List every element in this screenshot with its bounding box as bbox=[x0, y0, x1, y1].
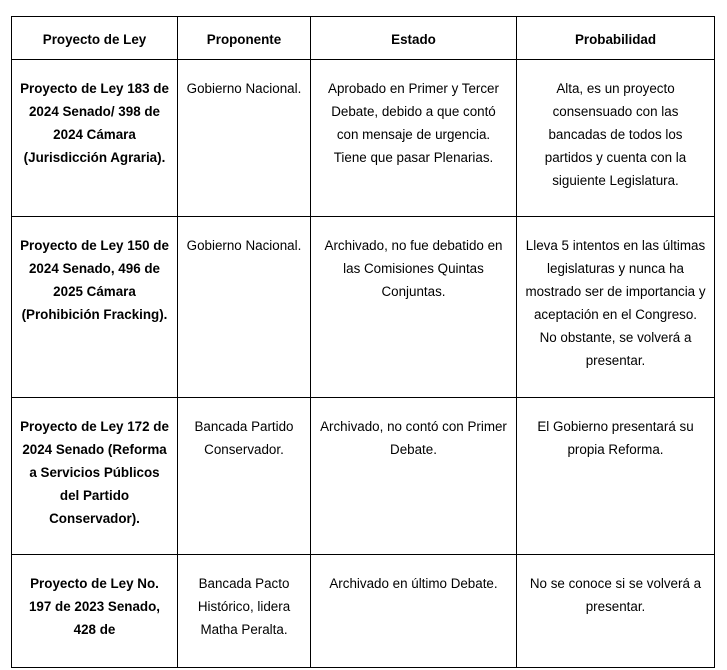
cell-proponente bbox=[178, 398, 311, 555]
cell-text: Proyecto de Ley No. 197 de 2023 Senado, 428 de bbox=[28, 576, 160, 637]
cell-probabilidad bbox=[517, 60, 715, 217]
cell-text: Proyecto de Ley 150 de 2024 Senado, 496 de 2025 Cámara (Prohibición Fracking). bbox=[20, 238, 169, 322]
cell-text: Gobierno Nacional. bbox=[186, 81, 302, 96]
cell-text: Proyecto de Ley 183 de 2024 Senado/ 398 de 2024 Cámara (Jurisdicción Agraria). bbox=[20, 81, 169, 165]
cell-text: Bancada Pacto Histórico, lidera Matha Peralta. bbox=[197, 576, 291, 637]
header-estado: Estado bbox=[311, 17, 517, 60]
cell-estado bbox=[311, 60, 517, 217]
header-proponente: Proponente bbox=[178, 17, 311, 60]
cell-text: Lleva 5 intentos en las últimas legislaturas y nunca ha mostrado ser de importancia y aceptación en el Congreso. No obstante, se volverá a presentar. bbox=[525, 238, 706, 368]
cell-proyecto bbox=[12, 60, 178, 217]
cell-proponente bbox=[178, 555, 311, 668]
header-proyecto: Proyecto de Ley bbox=[12, 17, 178, 60]
cell-probabilidad bbox=[517, 217, 715, 398]
table-row bbox=[12, 398, 715, 555]
table-row bbox=[12, 60, 715, 217]
cell-text: Archivado en último Debate. bbox=[329, 576, 498, 591]
cell-text: Archivado, no contó con Primer Debate. bbox=[320, 419, 507, 457]
cell-text: Bancada Partido Conservador. bbox=[194, 419, 294, 457]
cell-text: Aprobado en Primer y Tercer Debate, debido a que contó con mensaje de urgencia. Tiene que pasar Plenarias. bbox=[328, 81, 499, 165]
cell-text: Proyecto de Ley 172 de 2024 Senado (Reforma a Servicios Públicos del Partido Conservador). bbox=[20, 419, 169, 526]
cell-proponente bbox=[178, 60, 311, 217]
cell-estado bbox=[311, 555, 517, 668]
cell-estado bbox=[311, 217, 517, 398]
legislation-table bbox=[11, 16, 715, 668]
cell-text: Gobierno Nacional. bbox=[186, 238, 302, 253]
header-row bbox=[12, 17, 715, 60]
cell-proyecto bbox=[12, 555, 178, 668]
cell-text: No se conoce si se volverá a presentar. bbox=[529, 576, 702, 614]
cell-probabilidad bbox=[517, 555, 715, 668]
cell-estado bbox=[311, 398, 517, 555]
cell-proponente bbox=[178, 217, 311, 398]
header-probabilidad: Probabilidad bbox=[517, 17, 715, 60]
cell-text: Alta, es un proyecto consensuado con las bancadas de todos los partidos y cuenta con la siguiente Legislatura. bbox=[544, 81, 687, 188]
cell-proyecto bbox=[12, 398, 178, 555]
cell-text: Archivado, no fue debatido en las Comisiones Quintas Conjuntas. bbox=[324, 238, 503, 299]
cell-text: El Gobierno presentará su propia Reforma. bbox=[537, 419, 694, 457]
cell-proyecto bbox=[12, 217, 178, 398]
cell-probabilidad bbox=[517, 398, 715, 555]
table-row bbox=[12, 217, 715, 398]
table-row bbox=[12, 555, 715, 668]
